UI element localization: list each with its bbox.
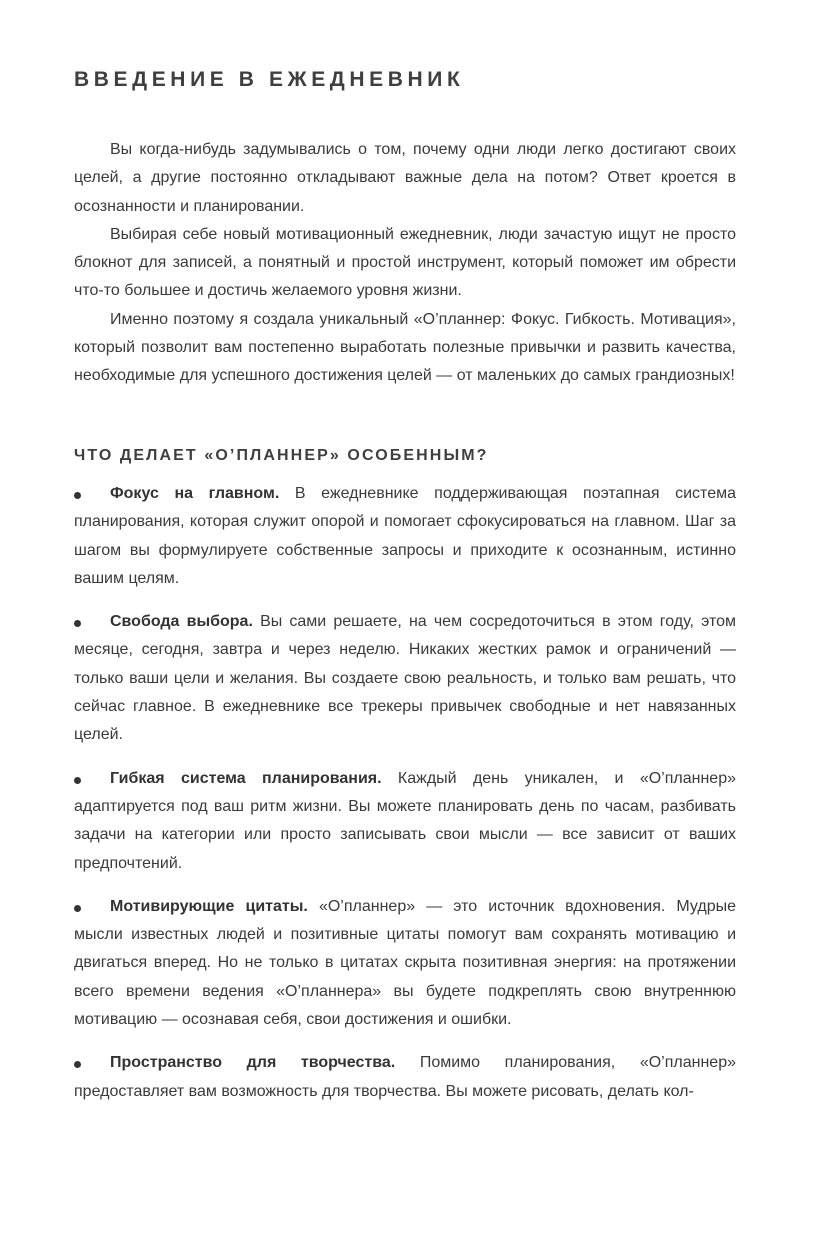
feature-title: Мотивирующие цитаты. <box>110 897 308 915</box>
bullet-icon <box>74 620 81 627</box>
feature-title: Свобода выбора. <box>110 613 253 631</box>
feature-title: Фокус на главном. <box>110 485 280 502</box>
feature-item <box>74 765 736 878</box>
bullet-icon <box>74 777 81 784</box>
page-title: ВВЕДЕНИЕ В ЕЖЕДНЕВНИК <box>74 68 465 91</box>
intro-section <box>74 136 736 391</box>
section-title: ЧТО ДЕЛАЕТ «О’ПЛАННЕР» ОСОБЕННЫМ? <box>74 447 489 464</box>
bullet-icon <box>74 492 81 499</box>
feature-item <box>74 1049 736 1106</box>
intro-paragraph: Именно поэтому я создала уникальный «О’планнер: Фокус. Гибкость. Мотивация», который позволит вам постепенно выработать полезные привычки и развить качества, необходимые для успешного достижения целей — от маленьких до самых грандиозных! <box>74 310 736 385</box>
bullet-icon <box>74 1061 81 1068</box>
feature-title: Гибкая система планирования. <box>110 769 382 787</box>
bullet-icon <box>74 905 81 912</box>
intro-paragraph: Выбирая себе новый мотивационный ежедневник, люди зачастую ищут не просто блокнот для записей, а понятный и простой инструмент, который поможет им обрести что-то большее и достичь желаемого уровня жизни. <box>74 225 736 300</box>
feature-text: Вы сами решаете, на чем сосредоточиться в этом году, этом месяце, сегодня, завтра и через неделю. Никаких жестких рамок и ограничений — только ваши цели и желания. Вы создаете свою реальность, и только вам решать, что сейчас главное. В ежедневнике все трекеры привычек свободные и нет навязанных целей. <box>74 613 737 744</box>
feature-title: Пространство для творчества. <box>110 1054 396 1072</box>
feature-item <box>74 893 736 1034</box>
feature-text: В ежедневнике поддерживающая поэтапная система планирования, которая служит опорой и помогает сфокусироваться на главном. Шаг за шагом вы формулируете собственные запросы и приходите к осознанным, истинно вашим целям. <box>74 485 736 587</box>
feature-text: «О’планнер» — это источник вдохновения. Мудрые мысли известных людей и позитивные цитаты помогут вам сохранять мотивацию и двигаться вперед. Но не только в цитатах скрыта позитивная энергия: на протяжении всего времени ведения «О’планнера» вы будете подкреплять свою внутреннюю мотивацию — осознавая себя, свои достижения и ошибки. <box>74 897 737 1029</box>
feature-item <box>74 608 736 749</box>
intro-paragraph: Вы когда-нибудь задумывались о том, почему одни люди легко достигают своих целей, а другие постоянно откладывают важные дела на потом? Ответ кроется в осознанности и планировании. <box>74 141 736 215</box>
feature-item <box>74 480 736 593</box>
feature-text: Каждый день уникален, и «О’планнер» адаптируется под ваш ритм жизни. Вы можете планировать день по часам, разбивать задачи на категории или просто записывать свои мысли — все зависит от ваших предпочтений. <box>74 769 736 872</box>
feature-list <box>74 480 736 1121</box>
feature-text: Помимо планирования, «О’планнер» предоставляет вам возможность для творчества. Вы можете рисовать, делать кол- <box>74 1054 736 1100</box>
